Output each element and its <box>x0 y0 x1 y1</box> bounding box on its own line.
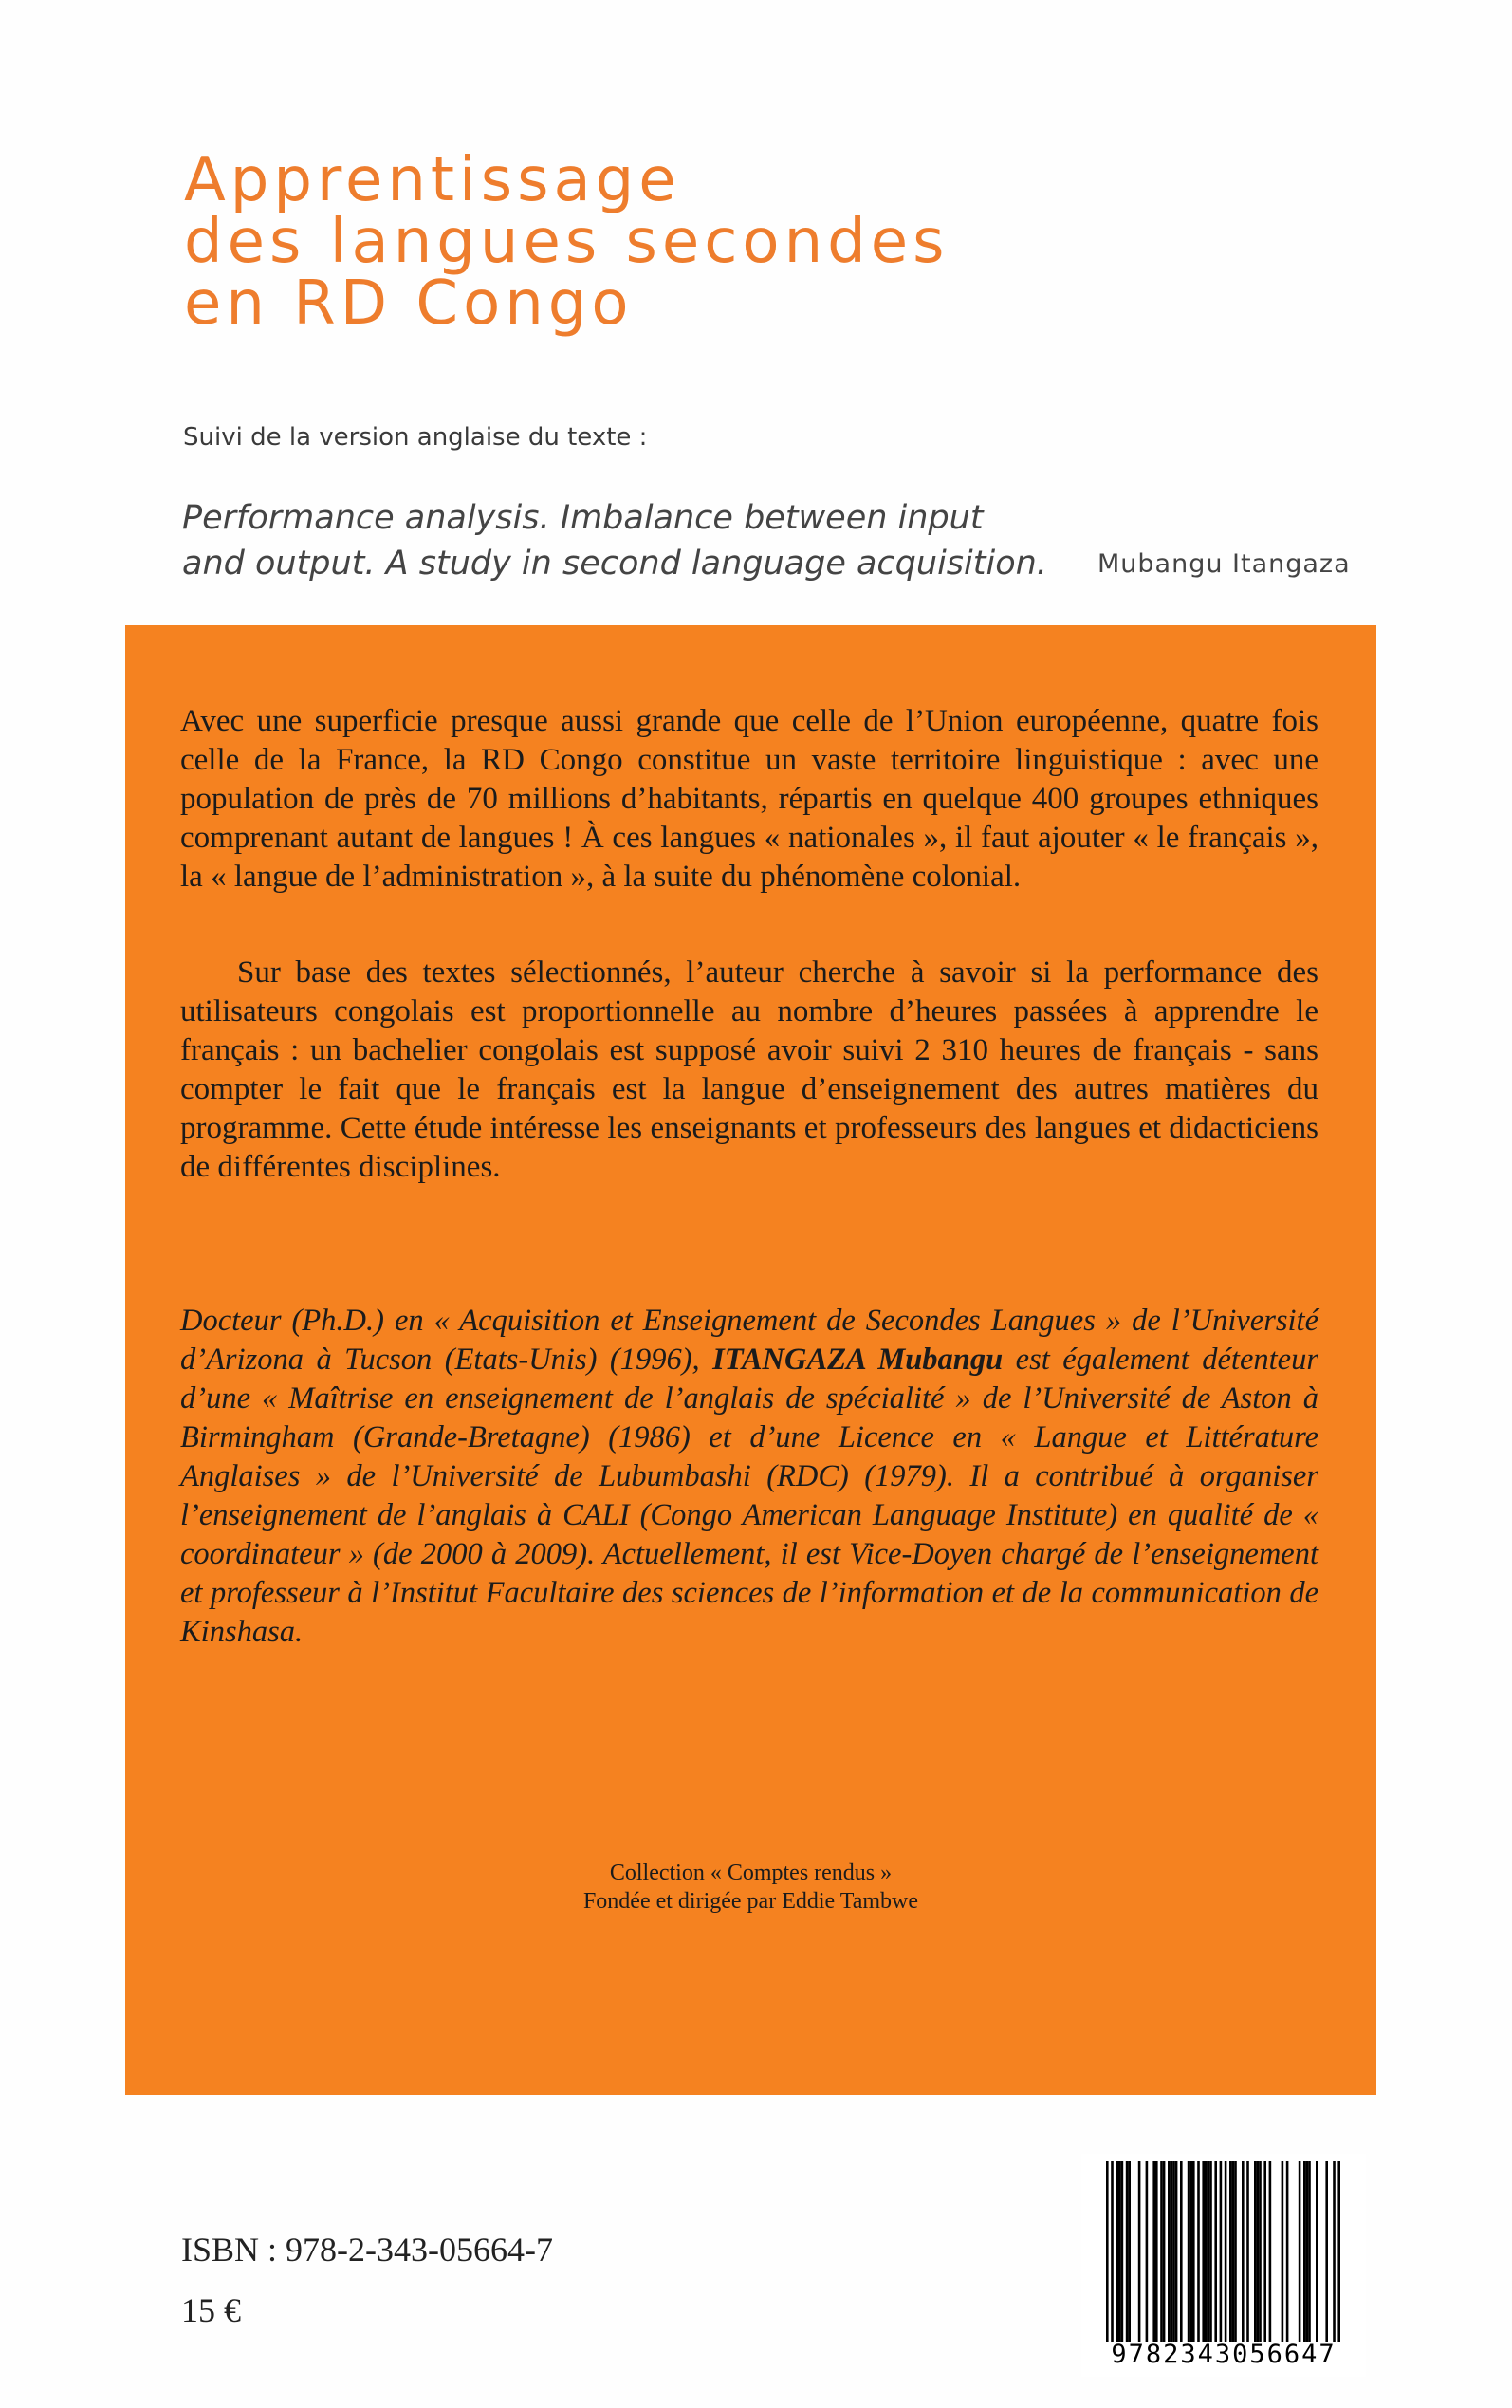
collection-name: Collection « Comptes rendus » <box>609 1861 893 1885</box>
barcode-bar <box>1209 2161 1212 2342</box>
barcode-bar <box>1106 2161 1109 2342</box>
barcode-bar <box>1306 2161 1309 2342</box>
barcode-bar <box>1225 2161 1227 2342</box>
barcode <box>1081 2154 1366 2377</box>
barcode-bar <box>1208 2161 1210 2342</box>
barcode-bar <box>1316 2161 1318 2342</box>
barcode-bar <box>1246 2161 1249 2342</box>
barcode-bar <box>1232 2161 1235 2342</box>
barcode-bar <box>1146 2161 1149 2342</box>
barcode-bar <box>1163 2161 1166 2342</box>
author-bio <box>180 1302 1318 1652</box>
bio-author-name: ITANGAZA Mubangu <box>712 1343 1004 1377</box>
barcode-bar <box>1172 2161 1175 2342</box>
author-name: Mubangu Itangaza <box>1097 549 1351 579</box>
title-line-2: des langues secondes <box>184 207 950 277</box>
barcode-bar <box>1168 2161 1171 2342</box>
summary-paragraph-2: Sur base des textes sélectionnés, l’auteur cherche à savoir si la performance des utilisateurs congolais est proportionnelle au nombre d’heures passées à apprendre le français : un bachelier congolais est supposé avoir suivi 2 310 heures de français - sans compter le fait que le français est la langue d’enseignement des autres matières du programme. Cette étude intéresse les enseignants et professeurs des langues et didacticiens de différentes disciplines. <box>180 955 1318 1184</box>
barcode-bar <box>1263 2161 1266 2342</box>
barcode-bar <box>1308 2161 1311 2342</box>
barcode-bar <box>1303 2161 1306 2342</box>
barcode-bar <box>1175 2161 1178 2342</box>
bio-text-start: Docteur (Ph.D.) en « Acquisition et Enseignement de Secondes Langues » de l’Université d’Arizona à Tucson (Etats-Unis) (1996), <box>180 1304 1318 1377</box>
barcode-bar <box>1254 2161 1257 2342</box>
barcode-bar <box>1242 2161 1245 2342</box>
barcode-bar <box>1121 2161 1124 2342</box>
barcode-bar <box>1214 2161 1217 2342</box>
barcode-bar <box>1138 2161 1141 2342</box>
collection-director: Fondée et dirigée par Eddie Tambwe <box>582 1889 919 1914</box>
subtitle: Suivi de la version anglaise du texte : <box>183 423 648 452</box>
barcode-bar <box>1282 2161 1284 2342</box>
barcode-bar <box>1325 2161 1328 2342</box>
barcode-bar <box>1160 2161 1163 2342</box>
barcode-bar <box>1257 2161 1260 2342</box>
barcode-bar <box>1188 2161 1190 2342</box>
barcode-bar <box>1202 2161 1205 2342</box>
title-line-3: en RD Congo <box>184 269 634 339</box>
barcode-bar <box>1111 2161 1114 2342</box>
barcode-bar <box>1126 2161 1129 2342</box>
bio-text-end: est également détenteur d’une « Maîtrise en enseignement de l’anglais de spécialité » de l’Université de Aston à Birmingham (Grande-Bretagne) (1986) et d’une Licence en « Langue et Littérature Anglaises » de l’Université de Lubumbashi (RDC) (1979). Il a contribué à organiser l’enseignement de l’anglais à CALI (Congo American Language Institute) en qualité de « coordinateur » (de 2000 à 2009). Actuellement, il est Vice-Doyen chargé de l’enseignement et professeur à l’Institut Facultaire des sciences de l’information et de la communication de Kinshasa. <box>180 1343 1318 1649</box>
book-title <box>184 145 950 339</box>
barcode-bar <box>1259 2161 1262 2342</box>
barcode-bar <box>1269 2161 1272 2342</box>
barcode-bar <box>1337 2161 1340 2342</box>
barcode-bar <box>1116 2161 1118 2342</box>
barcode-bars <box>1081 2154 1366 2343</box>
english-title <box>182 495 1047 586</box>
summary-paragraph-1: Avec une superficie presque aussi grande que celle de l’Union européenne, quatre fois celle de la France, la RD Congo constitue un vaste territoire linguistique : avec une population de près de 70 millions d’habitants, répartis en quelque 400 groupes ethniques comprenant autant de langues ! À ces langues « nationales », il faut ajouter « le français », la « langue de l’administration », à la suite du phénomène colonial. <box>180 704 1318 894</box>
title-line-1: Apprentissage <box>184 145 681 215</box>
barcode-bar <box>1234 2161 1237 2342</box>
barcode-digits: 9782343056647 <box>1111 2340 1337 2369</box>
barcode-bar <box>1152 2161 1155 2342</box>
barcode-bar <box>1299 2161 1301 2342</box>
barcode-bar <box>1155 2161 1158 2342</box>
price: 15 € <box>181 2291 241 2329</box>
barcode-bar <box>1220 2161 1223 2342</box>
barcode-bar <box>1189 2161 1192 2342</box>
english-title-line-1: Performance analysis. Imbalance between input <box>182 499 984 537</box>
barcode-bar <box>1180 2161 1183 2342</box>
barcode-bar <box>1205 2161 1208 2342</box>
barcode-bar <box>1286 2161 1289 2342</box>
collection-info <box>125 1859 1376 1916</box>
barcode-bar <box>1171 2161 1173 2342</box>
isbn: ISBN : 978-2-343-05664-7 <box>181 2231 553 2269</box>
barcode-bar <box>1192 2161 1195 2342</box>
barcode-bar <box>1128 2161 1131 2342</box>
barcode-bar <box>1333 2161 1336 2342</box>
barcode-bar <box>1197 2161 1200 2342</box>
barcode-bar <box>1229 2161 1232 2342</box>
barcode-bar <box>1118 2161 1121 2342</box>
english-title-line-2: and output. A study in second language acquisition. <box>182 545 1047 583</box>
